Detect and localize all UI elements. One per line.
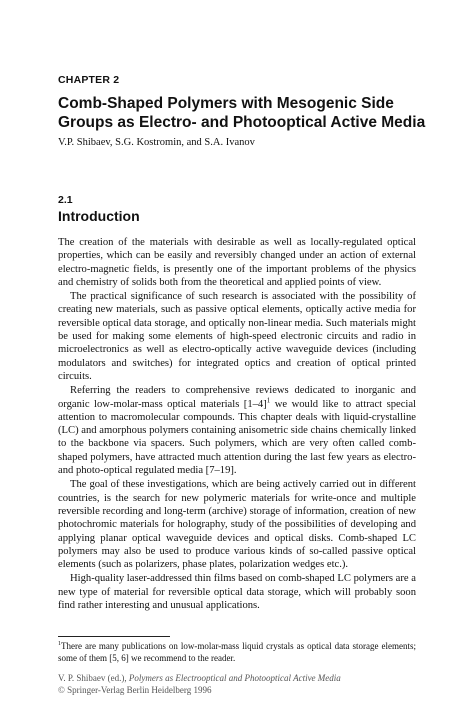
imprint [58, 672, 341, 696]
paragraph-5: High-quality laser-addressed thin films based on comb-shaped LC polymers are a new type of material for reversible optical data storage, which will probably soon find rather interesting and unusual applications. [58, 573, 416, 612]
footnote-reference[interactable]: 1 [266, 396, 271, 405]
footnote [58, 641, 416, 664]
chapter-title: Comb-Shaped Polymers with Mesogenic Side Groups as Electro- and Photooptical Active Media [58, 95, 426, 131]
section-number: 2.1 [58, 194, 73, 206]
imprint-book-title: Polymers as Electrooptical and Photooptical Active Media [128, 673, 341, 683]
paragraph-3-part-a: Referring the readers to comprehensive reviews dedicated to inorganic and organic low-molar-mass optical materials [1–4] [58, 385, 416, 410]
paragraph-2: The practical significance of such research is associated with the possibility of creating new materials, such as passive optical elements, optically active media for reversible optical data storage, and optically non-linear media. Such materials might be used for making some elements of high-speed electronic circuits and radio in microelectronics as well as electro-optically active waveguide devices (including modulators and switches) for integrated optics and creation of optical printed circuits. [58, 291, 416, 382]
paragraph-1: The creation of the materials with desirable as well as locally-regulated optical properties, which can be easily and reversibly changed under an action of external electro-magnetic fields, is presently one of the important problems of the physics and chemistry of solids both from the theoretical and applied points of view. [58, 237, 416, 288]
paragraph-4: The goal of these investigations, which are being actively carried out in different countries, is the search for new polymeric materials for write-once and multiple reversible recording and long-term (archive) storage of information, creation of new photochromic materials for holography, study of the possibilities of developing and applying planar optical waveguide devices and optical disks. Comb-shaped LC polymers may also be used to produce various kinds of so-called passive optical elements (such as polarizers, phase plates, polarization wedges etc.). [58, 479, 416, 571]
chapter-label: CHAPTER 2 [58, 74, 120, 86]
chapter-authors: V.P. Shibaev, S.G. Kostromin, and S.A. Ivanov [58, 137, 255, 148]
imprint-copyright: © Springer-Verlag Berlin Heidelberg 1996 [58, 685, 212, 695]
section-title: Introduction [58, 208, 140, 224]
body-text [58, 236, 416, 613]
paragraph-3-part-b: we would like to attract special attention to macromolecular compounds. This chapter deals with liquid-crystalline (LC) and amorphous polymers containing anisometric side chains chemically linked to the backbone via spacers. Such polymers, which are very often called comb-shaped polymers, have attracted much attention during the last few years as electro- and photo-optical regulated media [7–19]. [58, 398, 416, 477]
footnote-text: There are many publications on low-molar-mass liquid crystals as optical data storage elements; some of them [5, 6] we recommend to the reader. [58, 641, 416, 663]
imprint-editor: V. P. Shibaev (ed.), [58, 673, 129, 683]
paragraph-3 [58, 384, 416, 477]
footnote-mark: 1 [58, 641, 61, 647]
imprint-source [58, 672, 341, 684]
footnote-divider [58, 636, 170, 637]
